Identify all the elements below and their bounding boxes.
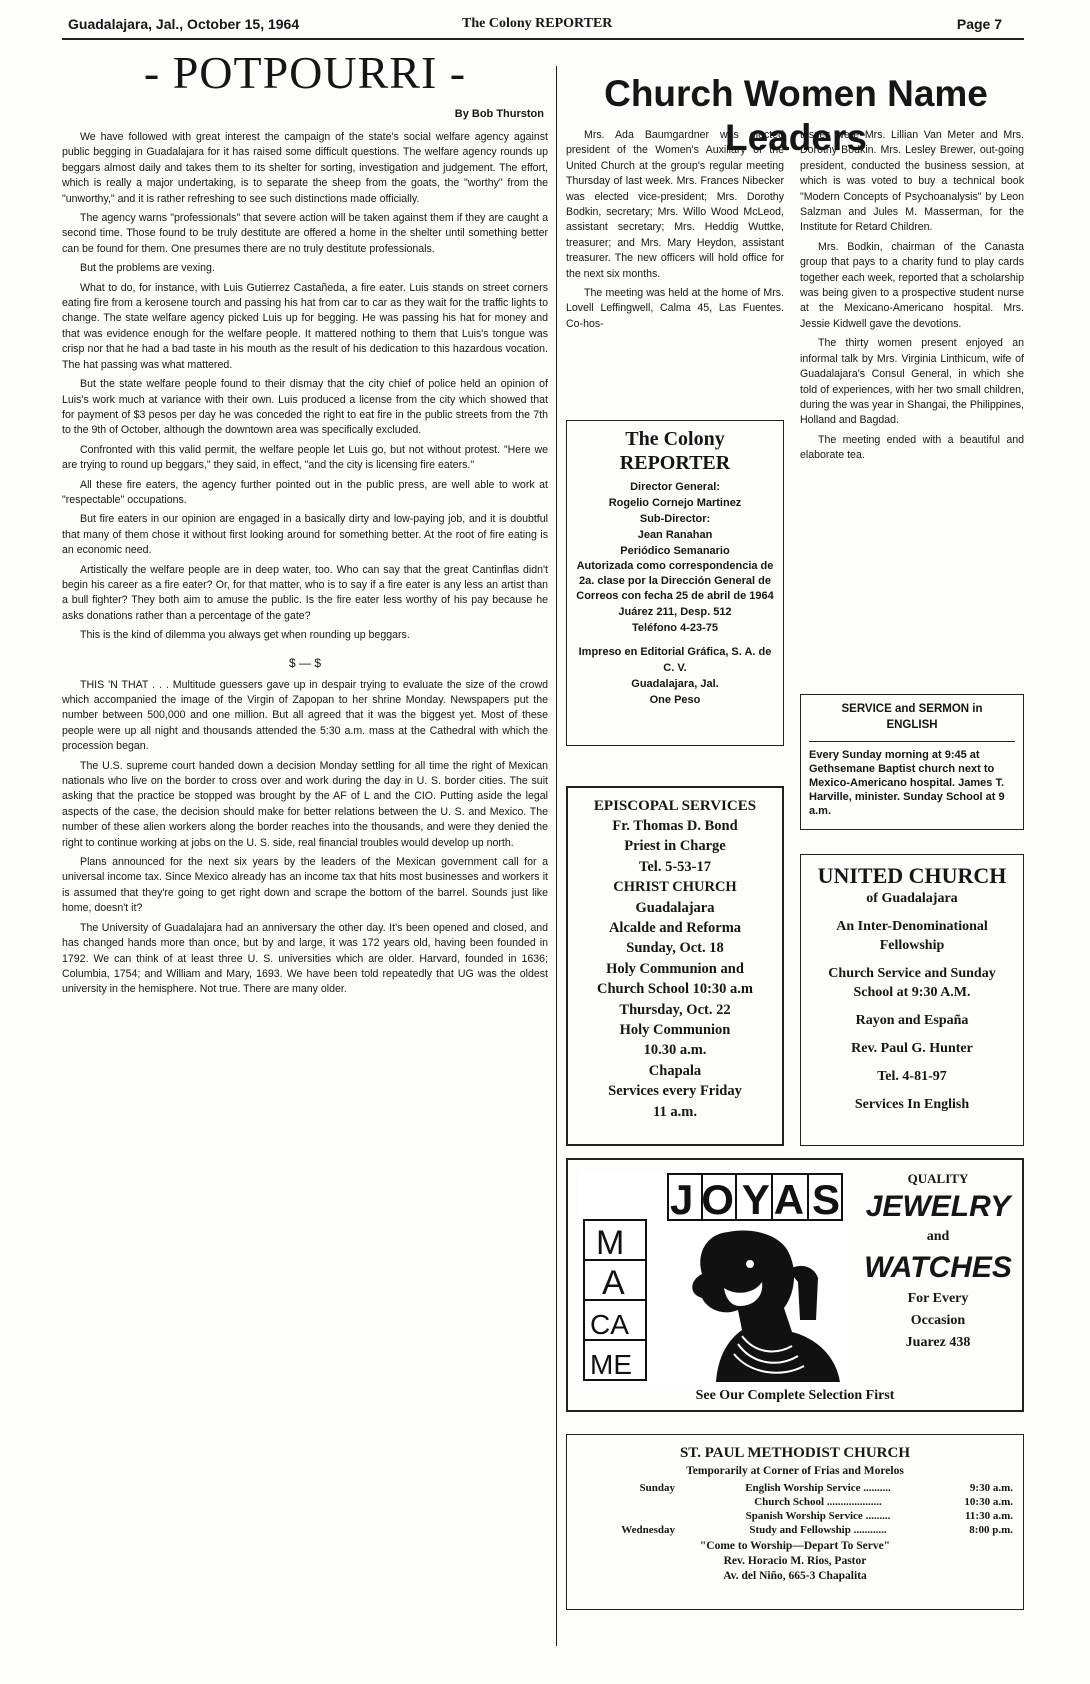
schedule-activity: English Worship Service ..........	[745, 1482, 891, 1494]
episcopal-line: 11 a.m.	[653, 1103, 697, 1120]
header-paper-name: The Colony REPORTER	[462, 16, 613, 31]
ad-footer: See Our Complete Selection First	[695, 1388, 895, 1403]
masthead-address: Juárez 211, Desp. 512	[618, 606, 732, 618]
united-church-box	[800, 854, 1024, 1146]
ad-jewelry: JEWELRY	[865, 1190, 1011, 1223]
jewelry-ad	[566, 1158, 1024, 1412]
episcopal-line: 10.30 a.m.	[643, 1042, 707, 1059]
united-church-line: Rev. Paul G. Hunter	[851, 1041, 973, 1056]
header-rule	[62, 38, 1024, 40]
st-paul-pastor: Rev. Horacio M. Rios, Pastor	[723, 1555, 867, 1567]
episcopal-line: Tel. 5-53-17	[639, 858, 711, 875]
st-paul-subtitle: Temporarily at Corner of Frias and Morelos	[686, 1465, 904, 1477]
united-church-line: Tel. 4-81-97	[877, 1069, 947, 1084]
schedule-activity: Spanish Worship Service .........	[745, 1510, 891, 1522]
masthead-subdirector: Jean Ranahan	[637, 529, 713, 541]
logo-letter: A	[602, 1264, 625, 1302]
church-women-paragraph: The meeting ended with a beautiful and elaborate tea.	[800, 433, 1024, 462]
united-church-line: Rayon and España	[855, 1013, 969, 1028]
episcopal-line: Holy Communion	[619, 1022, 731, 1039]
masthead-director-label: Director General:	[630, 481, 720, 493]
episcopal-line: Holy Communion and	[606, 960, 744, 977]
service-sermon-title: SERVICE and SERMON in ENGLISH	[841, 703, 983, 731]
ad-occasion: Occasion	[910, 1313, 966, 1328]
article-paragraph: The University of Guadalajara had an anniversary the other day. It's been opened and closed, and has changed hands more than once, but by and large, it was 172 years old, having been founded in 1792. We can think of at least three U. S. universities which are older. Harvard, founded in 1636; Columbia, 1754; and William and Mary, 1693. We have been told repeatedly that UG was the oldest university in the hemisphere. Not true. There are many older.	[62, 921, 548, 996]
church-women-paragraph: Mrs. Bodkin, chairman of the Canasta group that pays to a charity fund to play cards together each week, reported that a scholarship was being given to a prospective student nurse at the Mexicano-Americano hospital. Mrs. Jessie Kidwell gave the devotions.	[800, 240, 1024, 330]
article-paragraph: Artistically the welfare people are in deep water, too. Who can say that the great Cantinflas didn't begin his career as a fire eater? Or, for that matter, who is to say if a fire eater is any less an artist than a bull fighter? They both aim to amuse the public. Is the fire eater less worthy of his pay because he asks donations rather than a percentage of the gate?	[62, 563, 548, 622]
article-paragraph: We have followed with great interest the campaign of the state's social welfare agency against public begging in Guadalajara for it has raised some difficult questions. The welfare agency rounds up beggars almost daily and takes them to its shelter for sorting, investigation and judgement. The effort, which is really a major undertaking, is to separate the sheep from the goats, the "worthy" from the "unworthy," and it is rather refreshing to see such distinctions made officially.	[62, 131, 548, 205]
ad-for-every: For Every	[907, 1291, 969, 1306]
logo-letter: ME	[590, 1349, 632, 1380]
schedule-day: Sunday	[639, 1482, 675, 1494]
church-women-col1	[566, 128, 784, 332]
potpourri-byline: By Bob Thurston	[454, 108, 544, 120]
article-paragraph: But the problems are vexing.	[80, 262, 215, 275]
episcopal-title: EPISCOPAL SERVICES	[593, 798, 757, 814]
united-church-line: Services In English	[854, 1097, 970, 1112]
joyas-text: JOYAS	[670, 1176, 840, 1223]
masthead-authorization: Autorizada como correspondencia de 2a. clase por la Dirección General de Correos con fecha 25 de abril de 1964	[576, 560, 774, 602]
ad-address: Juarez 438	[905, 1335, 971, 1350]
schedule-day	[577, 1509, 679, 1523]
masthead-price: One Peso	[649, 694, 701, 706]
episcopal-line: Thursday, Oct. 22	[619, 1001, 731, 1018]
church-women-paragraph: Mrs. Ada Baumgardner was elected president of the Women's Auxiliary of the United Church at the group's regular meeting Thursday of last week. Mrs. Frances Nibecker was elected vice-president; Mrs. Dorothy Bodkin, secretary; Mrs. Willo Wood McLeod, assistant secretary; Mrs. Heddig Wuttke, treasurer; and Mrs. Mary Heydon, assistant treasurer. The new officers will hold office for the next six months.	[566, 129, 784, 280]
st-paul-motto: "Come to Worship—Depart To Serve"	[699, 1540, 891, 1552]
church-women-paragraph: The meeting was held at the home of Mrs. Lovell Leffingwell, Calma 45, Las Fuentes. Co-hos-	[566, 287, 784, 330]
masthead-printer: Impreso en Editorial Gráfica, S. A. de C. V.	[578, 646, 772, 674]
schedule-row	[577, 1495, 1013, 1509]
article-paragraph: This is the kind of dilemma you always get when rounding up beggars.	[80, 629, 410, 642]
episcopal-line: Sunday, Oct. 18	[626, 940, 724, 957]
church-women-col2	[800, 128, 1024, 464]
article-paragraph: All these fire eaters, the agency further pointed out in the public press, are well able to work at "respectable" occupations.	[62, 478, 548, 506]
masthead-subdirector-label: Sub-Director:	[639, 513, 711, 525]
episcopal-line: Church School 10:30 a.m	[596, 981, 754, 998]
article-paragraph: What to do, for instance, with Luis Gutierrez Castañeda, a fire eater. Luis stands on street corners eating fire from a kerosene tourch and passing his hat from car to car as they wait for the traffic lights to change. The state welfare agency picked Luis up for begging. He was passing his hat for money and that was evidence enough for the welfare people. It mattered nothing to them that Luis's tongue was crisp nor that he had a bad taste in his mouth as the result of his dedication to this hazardous vocation. The hat passing was what mattered.	[62, 281, 548, 371]
schedule-day	[577, 1495, 679, 1509]
ad-watches: WATCHES	[864, 1251, 1012, 1284]
logo-letter: M	[596, 1224, 625, 1262]
jewelry-ad-text	[858, 1170, 1018, 1354]
st-paul-title: ST. PAUL METHODIST CHURCH	[679, 1445, 911, 1461]
episcopal-line: Guadalajara	[635, 899, 715, 916]
ad-quality: QUALITY	[907, 1171, 969, 1186]
schedule-time: 10:30 a.m.	[964, 1496, 1013, 1508]
schedule-time: 11:30 a.m.	[965, 1510, 1013, 1522]
service-sermon-box	[800, 694, 1024, 830]
schedule-row	[577, 1509, 1013, 1523]
masthead-director: Rogelio Cornejo Martinez	[608, 497, 742, 509]
united-church-lines	[807, 917, 1017, 1114]
st-paul-box	[566, 1434, 1024, 1610]
potpourri-body-2	[62, 678, 548, 998]
church-women-paragraph: The thirty women present enjoyed an informal talk by Mrs. Virginia Linthicum, wife of Guadalajara's Consul General, in which she told of experiences, with her two small children, during the was year in Shangai, the Philippines, Holland and Bagdad.	[800, 337, 1024, 427]
article-paragraph: The U.S. supreme court handed down a decision Monday settling for all time the right of Mexican nationals who live on the border to cross over and work during the day in U. S. border cities. The suit asking that the practice be stopped was brought by the AF of L and the CIO. Putting aside the legal aspects of the case, the decision should make for better relations between the U. S. and Mexico. The number of these alien workers along the border reaches into the thousands, and were they denied the right to continue working at jobs on the U. S. side, real financial troubles would develop up north.	[62, 759, 548, 849]
united-church-title: UNITED CHURCH	[817, 863, 1007, 888]
article-paragraph: Confronted with this valid permit, the welfare people let Luis go, but not without protest. "Here we are trying to round up beggars," they said, in effect, "and the city is licensing fire eaters."	[62, 443, 548, 472]
header-place-date: Guadalajara, Jal., October 15, 1964	[68, 16, 300, 32]
st-paul-address: Av. del Niño, 665-3 Chapalita	[723, 1570, 867, 1582]
ad-and: and	[926, 1229, 950, 1244]
service-sermon-rule	[809, 741, 1015, 742]
episcopal-line: Fr. Thomas D. Bond	[612, 818, 738, 834]
church-women-headline: Church Women Name Leaders	[604, 73, 988, 158]
episcopal-lines	[574, 816, 776, 1122]
episcopal-box	[566, 786, 784, 1146]
jewelry-ad-illustration	[578, 1170, 848, 1384]
episcopal-line: Chapala	[648, 1062, 702, 1079]
episcopal-line: Alcalde and Reforma	[608, 920, 742, 937]
service-sermon-body: Every Sunday morning at 9:45 at Gethsemane Baptist church next to Mexico-Americano hospital. James T. Harville, minister. Sunday School at 9 a.m.	[809, 749, 1005, 817]
column-divider	[556, 66, 557, 1646]
schedule-day: Wednesday	[621, 1524, 675, 1536]
article-paragraph: But the state welfare people found to their dismay that the city chief of police held an opinion of Luis's work much at variance with their own. Luis produced a license from the city which showed that for payment of $3 pesos per day he was conceded the right to eat fire in the public streets from the 7th to the 9th of October, although the downtown area was specifically excluded.	[62, 378, 548, 437]
united-church-line: Church Service and Sunday School at 9:30 A.M.	[828, 966, 996, 1000]
masthead-name: The Colony REPORTER	[619, 428, 731, 474]
masthead-phone: Teléfono 4-23-75	[632, 622, 718, 634]
potpourri-column	[62, 44, 548, 998]
section-separator: $ — $	[288, 655, 321, 670]
potpourri-title: - POTPOURRI -	[143, 47, 467, 98]
united-church-subtitle: of Guadalajara	[866, 891, 958, 906]
schedule-time: 8:00 p.m.	[969, 1524, 1013, 1536]
masthead-box	[566, 420, 784, 746]
article-paragraph: The agency warns "professionals" that severe action will be taken against them if they are caught a second time. Those found to be truly destitute are offered a home in the shelter until something better can be found for them. One presumes there are no truly destitute professionals.	[62, 212, 548, 255]
article-paragraph: Plans announced for the next six years by the leaders of the Mexican government call for a universal income tax. Since Mexico already has an income tax that hits most businesses and workers it is assumed that they're going to get right down and scrape the bottom of the barrel. Sounds just like home, doesn't it?	[62, 856, 548, 915]
article-paragraph: But fire eaters in our opinion are engaged in a basically dirty and low-paying job, and it is doubtful that many of them chose it without first looking around for something better. At the root of fire eating is an economic need.	[62, 513, 548, 557]
header-page-number: Page 7	[956, 16, 1002, 32]
episcopal-line: Services every Friday	[608, 1083, 742, 1100]
article-paragraph: THIS 'N THAT . . . Multitude guessers gave up in despair trying to evaluate the size of the crowd which accompanied the image of the Virgin of Zapopan to her shrine Monday. Newspapers put the number between 500,000 and one million. But all agreed that it was the biggest yet. Most of these people were up all night and thousands attended the 5:30 a.m. mass at the Cathedral with which the procession began.	[62, 678, 548, 753]
masthead-weekly: Periódico Semanario	[620, 545, 730, 557]
schedule-activity: Church School ....................	[754, 1496, 882, 1508]
schedule-row	[577, 1481, 1013, 1495]
masthead-city: Guadalajara, Jal.	[631, 678, 719, 690]
potpourri-body	[62, 130, 548, 644]
schedule-time: 9:30 a.m.	[969, 1482, 1013, 1494]
united-church-line: An Inter-Denominational Fellowship	[836, 919, 988, 953]
episcopal-line: Priest in Charge	[624, 838, 726, 855]
schedule-activity: Study and Fellowship ............	[749, 1524, 887, 1536]
episcopal-line: CHRIST CHURCH	[613, 879, 737, 896]
schedule-row	[577, 1523, 1013, 1537]
church-women-paragraph: tesses were Mrs. Lillian Van Meter and Mrs. Dorothy Bodkin. Mrs. Lesley Brewer, out-going president, conducted the business session, at which is was voted to buy a technical book "Modern Concepts of Psychoanalysis" by Leon Salzman and Jules M. Masserman, for the Institute for Retard Children.	[800, 129, 1024, 234]
st-paul-schedule	[577, 1481, 1013, 1537]
logo-letter: CA	[590, 1309, 629, 1340]
